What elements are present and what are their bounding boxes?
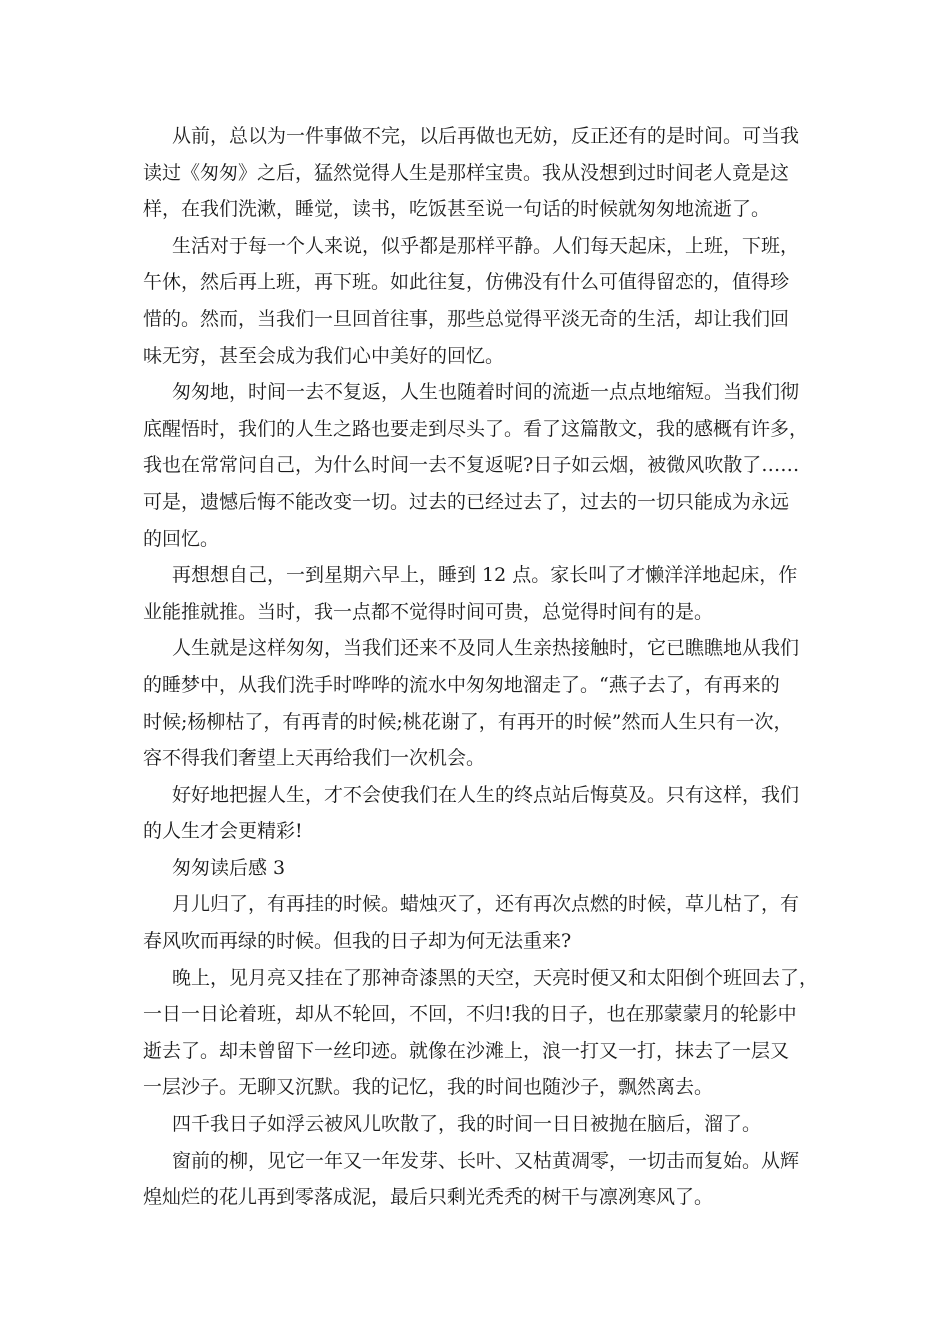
text-line: 一层沙子。无聊又沉默。我的记忆，我的时间也随沙子，飘然离去。: [143, 1076, 714, 1099]
paragraph-first-line: 生活对于每一个人来说，似乎都是那样平静。人们每天起床，上班，下班，: [172, 234, 800, 257]
document-body: [143, 118, 819, 1216]
text-line: 午休，然后再上班，再下班。如此往复，仿佛没有什么可值得留恋的，值得珍: [143, 271, 790, 294]
paragraph-first-line: 从前，总以为一件事做不完，以后再做也无妨，反正还有的是时间。可当我: [172, 125, 800, 147]
text-line: 读过《匆匆》之后，猛然觉得人生是那样宝贵。我从没想到过时间老人竟是这: [143, 161, 790, 184]
text-line: 惜的。然而，当我们一旦回首往事，那些总觉得平淡无奇的生活，却让我们回: [143, 307, 790, 330]
text-line: 的睡梦中，从我们洗手时哗哗的流水中匆匆地溜走了。“燕子去了，有再来的: [143, 673, 780, 696]
text-line: 的回忆。: [143, 527, 220, 550]
paragraph-first-line: 窗前的柳，见它一年又一年发芽、长叶、又枯黄凋零，一切击而复始。从辉: [172, 1149, 800, 1172]
text-line: 样，在我们洗漱，睡觉，读书，吃饭甚至说一句话的时候就匆匆地流逝了。: [143, 198, 771, 221]
paragraph-first-line: 再想想自己，一到星期六早上，睡到 12 点。家长叫了才懒洋洋地起床，作: [172, 564, 798, 587]
text-line: 时候;杨柳枯了，有再青的时候;桃花谢了，有再开的时候”然而人生只有一次，: [143, 710, 793, 733]
text-line: 的人生才会更精彩!: [143, 820, 303, 843]
paragraph-first-line: 好好地把握人生，才不会使我们在人生的终点站后悔莫及。只有这样，我们: [172, 783, 800, 806]
paragraph-first-line: 人生就是这样匆匆，当我们还来不及同人生亲热接触时，它已瞧瞧地从我们: [172, 637, 800, 660]
paragraph-first-line: 匆匆读后感 3: [172, 856, 286, 879]
text-line: 一日一日论着班，却从不轮回，不回，不归!我的日子，也在那蒙蒙月的轮影中: [143, 1003, 797, 1026]
paragraph-first-line: 晚上，见月亮又挂在了那神奇漆黑的天空，天亮时便又和太阳倒个班回去了，: [172, 966, 819, 989]
text-line: 煌灿烂的花儿再到零落成泥，最后只剩光秃秃的树干与凛冽寒风了。: [143, 1186, 714, 1209]
text-line: 业能推就推。当时，我一点都不觉得时间可贵，总觉得时间有的是。: [143, 600, 714, 623]
text-line: 我也在常常问自己，为什么时间一去不复返呢?日子如云烟，被微风吹散了……: [143, 454, 800, 477]
paragraph-first-line: 匆匆地，时间一去不复返，人生也随着时间的流逝一点点地缩短。当我们彻: [172, 381, 800, 404]
text-line: 容不得我们奢望上天再给我们一次机会。: [143, 747, 486, 770]
text-line: 可是，遗憾后悔不能改变一切。过去的已经过去了，过去的一切只能成为永远: [143, 490, 790, 513]
text-line: 春风吹而再绿的时候。但我的日子却为何无法重来?: [143, 930, 572, 953]
text-line: 底醒悟时，我们的人生之路也要走到尽头了。看了这篇散文，我的感概有许多，: [143, 417, 809, 440]
paragraph-first-line: 四千我日子如浮云被风儿吹散了，我的时间一日日被抛在脑后，溜了。: [172, 1113, 762, 1136]
text-line: 味无穷，甚至会成为我们心中美好的回忆。: [143, 344, 505, 367]
paragraph-first-line: 月儿归了，有再挂的时候。蜡烛灭了，还有再次点燃的时候，草儿枯了，有: [172, 893, 800, 916]
text-line: 逝去了。却未曾留下一丝印迹。就像在沙滩上，浪一打又一打，抹去了一层又: [143, 1039, 790, 1062]
